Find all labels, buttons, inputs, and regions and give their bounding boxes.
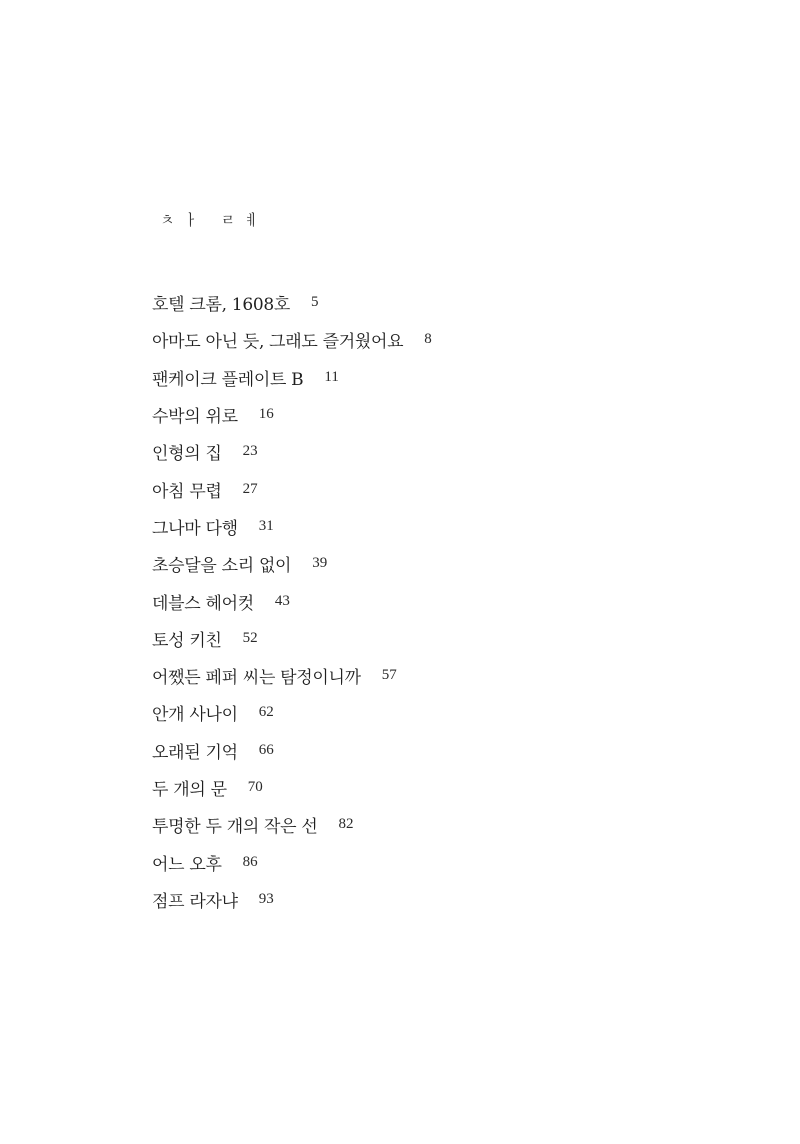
toc-entry[interactable] (152, 470, 432, 507)
toc-entry-title: 어쨌든 페퍼 씨는 탐정이니까 (152, 668, 361, 689)
toc-entry[interactable] (152, 545, 432, 582)
toc-entry[interactable] (152, 732, 432, 769)
toc-entry[interactable] (152, 769, 432, 806)
toc-entry[interactable] (152, 843, 432, 880)
toc-entry-title: 두 개의 문 (152, 780, 227, 800)
toc-entry-title: 호텔 크롬, 1608호 (152, 295, 290, 316)
toc-entry-title: 초승달을 소리 없이 (152, 556, 292, 577)
toc-entry-title: 팬케이크 플레이트 B (152, 369, 304, 390)
toc-entry[interactable] (152, 396, 432, 433)
toc-entry-page: 57 (381, 667, 397, 684)
toc-entry[interactable] (152, 582, 432, 619)
toc-entry-title: 그나마 다행 (152, 518, 238, 539)
toc-entry-page: 27 (242, 480, 258, 497)
toc-entry-title: 점프 라자냐 (152, 891, 238, 912)
toc-entry[interactable] (152, 321, 432, 358)
toc-entry-page: 86 (242, 853, 258, 870)
toc-entry[interactable] (152, 508, 432, 545)
toc-entry-page: 93 (258, 890, 274, 907)
toc-entry-title: 아침 무렵 (152, 481, 222, 502)
toc-entry-page: 43 (274, 592, 290, 609)
toc-entry-title: 수박의 위로 (152, 407, 238, 428)
toc-entry-page: 11 (324, 368, 339, 385)
toc-entry-page: 31 (258, 517, 274, 534)
toc-entry-page: 8 (424, 331, 432, 348)
toc-entry-title: 인형의 집 (152, 444, 222, 465)
toc-entry[interactable] (152, 657, 432, 694)
toc-entry-title: 아마도 아닌 듯, 그래도 즐거웠어요 (152, 332, 404, 353)
toc-entry-title: 오래된 기억 (152, 742, 238, 763)
toc-entry-page: 66 (258, 741, 274, 758)
toc-entry[interactable] (152, 806, 432, 843)
toc-entry-page: 23 (242, 443, 258, 460)
toc-heading: ㅊㅏ ㄹㅖ (160, 211, 268, 229)
toc-entry[interactable] (152, 694, 432, 731)
toc-entry-title: 어느 오후 (152, 854, 222, 875)
toc-list (152, 284, 432, 918)
toc-entry[interactable] (152, 881, 432, 918)
toc-entry[interactable] (152, 433, 432, 470)
toc-entry-page: 62 (258, 704, 274, 721)
toc-entry[interactable] (152, 359, 432, 396)
toc-entry[interactable] (152, 284, 432, 321)
toc-entry-page: 16 (258, 406, 274, 423)
toc-entry-title: 토성 키친 (152, 630, 222, 651)
toc-entry-page: 82 (338, 816, 354, 833)
toc-entry[interactable] (152, 620, 432, 657)
toc-entry-page: 70 (247, 779, 263, 795)
toc-entry-title: 안개 사나이 (152, 705, 238, 726)
toc-entry-page: 5 (311, 294, 319, 311)
toc-entry-page: 52 (242, 629, 258, 646)
toc-entry-page: 39 (312, 555, 328, 572)
toc-entry-title: 투명한 두 개의 작은 선 (152, 817, 318, 838)
toc-entry-title: 데블스 헤어컷 (152, 593, 254, 614)
